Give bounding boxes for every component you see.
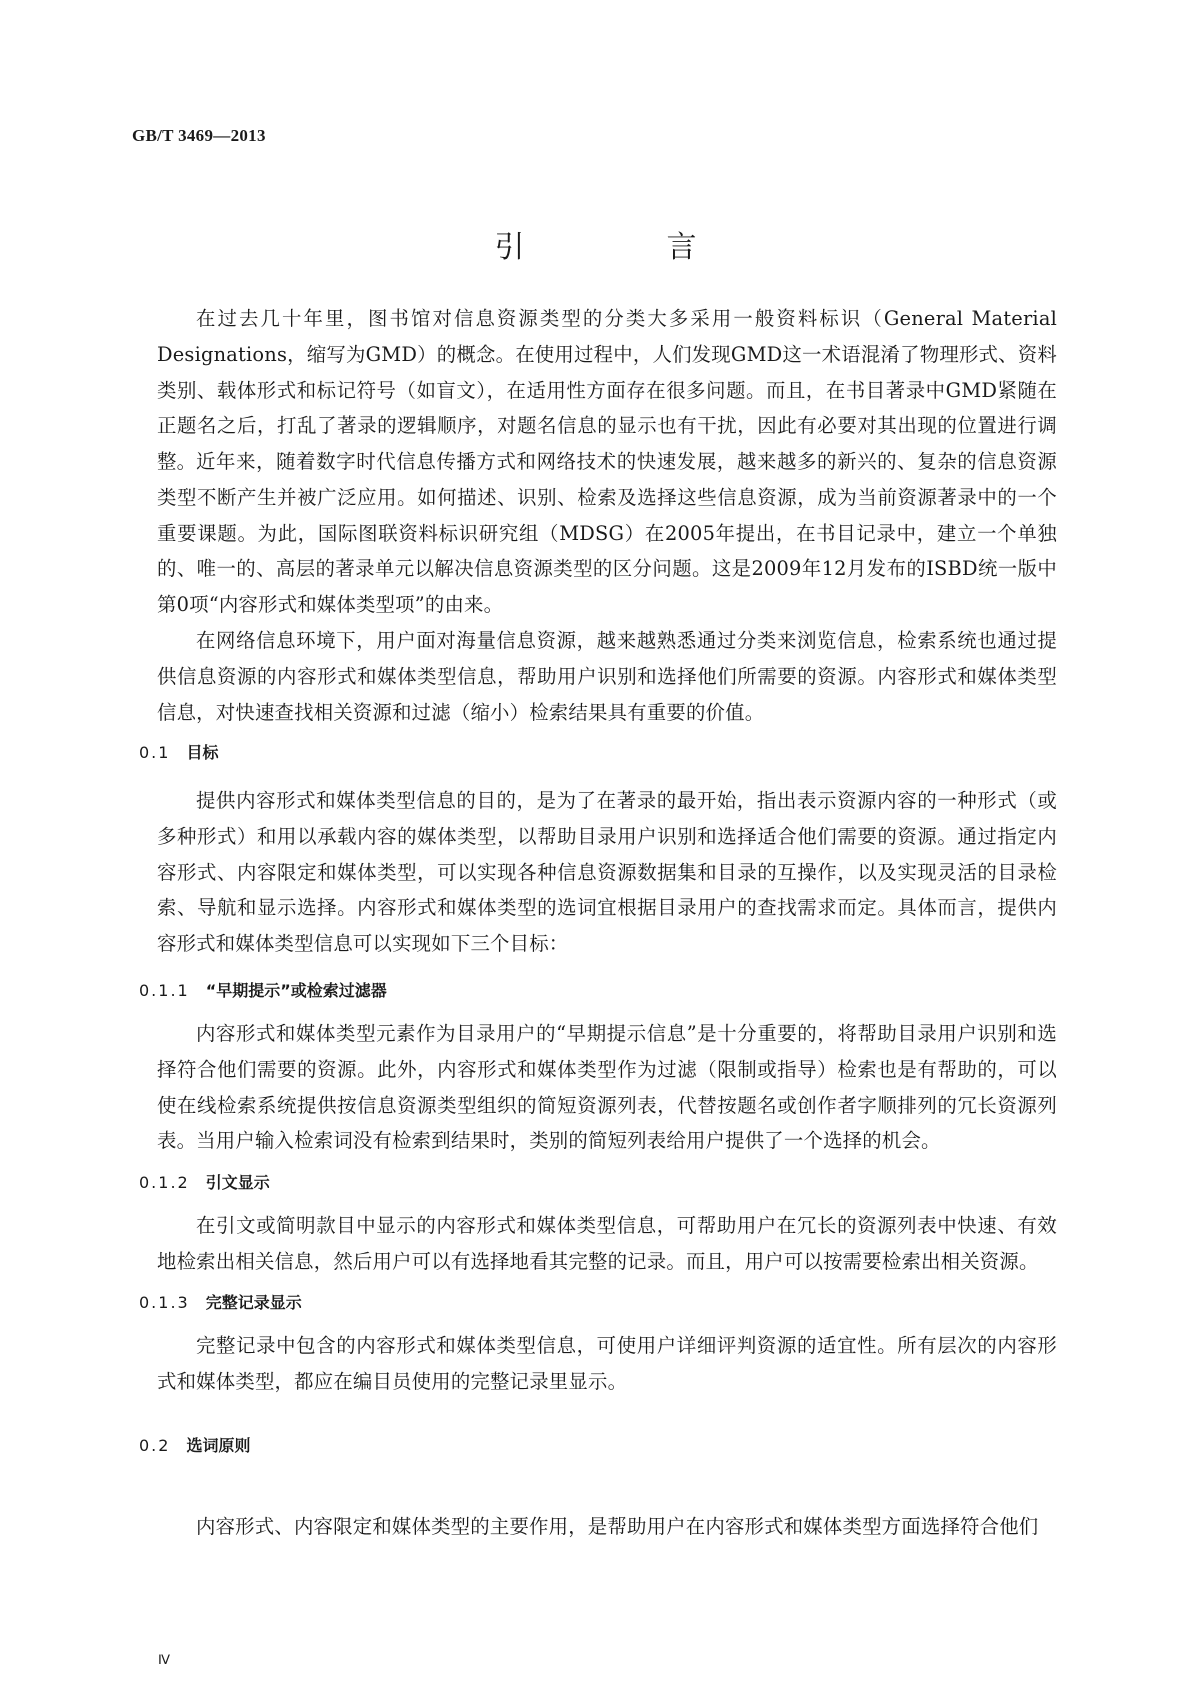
section-title: 引文显示	[205, 1173, 270, 1192]
page-title: 引 言	[494, 230, 753, 265]
standard-code: GB/T 3469—2013	[132, 126, 266, 145]
section-number: 0.1.2	[139, 1173, 190, 1192]
page-number: Ⅳ	[158, 1652, 170, 1667]
section-heading-0-1-2	[139, 1170, 270, 1193]
section-title: 选词原则	[186, 1436, 251, 1455]
section-text-0-1-1: 内容形式和媒体类型元素作为目录用户的“早期提示信息”是十分重要的，将帮助目录用户识别和选择符合他们需要的资源。此外，内容形式和媒体类型作为过滤（限制或指导）检索也是有帮助的，可以使在线检索系统提供按信息资源类型组织的简短资源列表，代替按题名或创作者字顺排列的冗长资源列表。当用户输入检索词没有检索到结果时，类别的简短列表给用户提供了一个选择的机会。	[157, 1022, 1057, 1153]
section-title: 完整记录显示	[205, 1293, 302, 1312]
section-heading-0-1-1	[139, 978, 387, 1001]
intro-paragraph-1: 在过去几十年里，图书馆对信息资源类型的分类大多采用一般资料标识（General Material Designations，缩写为GMD）的概念。在使用过程中，人们发现GMD这一术语混淆了物理形式、资料类别、载体形式和标记符号（如盲文），在适用性方面存在很多问题。而且，在书目著录中GMD紧随在正题名之后，打乱了著录的逻辑顺序，对题名信息的显示也有干扰，因此有必要对其出现的位置进行调整。	[157, 307, 1057, 474]
intro-paragraph-2: 近年来，随着数字时代信息传播方式和网络技术的快速发展，越来越多的新兴的、复杂的信息资源类型不断产生并被广泛应用。如何描述、识别、检索及选择这些信息资源，成为当前资源著录中的一个重要课题。为此，国际图联资料标识研究组（MDSG）在2005年提出，在书目记录中，建立一个单独的、唯一的、高层的著录单元以解决信息资源类型的区分问题。这是2009年12月发布的ISBD统一版中第0项“内容形式和媒体类型项”的由来。	[157, 450, 1057, 617]
section-heading-0-1-3	[139, 1290, 302, 1313]
section-number: 0.1.3	[139, 1293, 190, 1312]
section-number: 0.1.1	[139, 981, 190, 1000]
section-title: 目标	[186, 743, 219, 762]
section-heading-0-2	[139, 1433, 250, 1456]
section-text-0-2: 内容形式、内容限定和媒体类型的主要作用，是帮助用户在内容形式和媒体类型方面选择符合他们	[196, 1515, 1039, 1538]
section-text-0-1: 提供内容形式和媒体类型信息的目的，是为了在著录的最开始，指出表示资源内容的一种形式（或多种形式）和用以承载内容的媒体类型，以帮助目录用户识别和选择适合他们需要的资源。通过指定内容形式、内容限定和媒体类型，可以实现各种信息资源数据集和目录的互操作，以及实现灵活的目录检索、导航和显示选择。内容形式和媒体类型的选词宜根据目录用户的查找需求而定。具体而言，提供内容形式和媒体类型信息可以实现如下三个目标：	[157, 789, 1057, 956]
section-title: “早期提示”或检索过滤器	[205, 981, 387, 1000]
section-number: 0.2	[139, 1436, 171, 1455]
section-text-0-1-3: 完整记录中包含的内容形式和媒体类型信息，可使用户详细评判资源的适宜性。所有层次的内容形式和媒体类型，都应在编目员使用的完整记录里显示。	[157, 1334, 1057, 1393]
section-number: 0.1	[139, 743, 171, 762]
section-text-0-1-2: 在引文或简明款目中显示的内容形式和媒体类型信息，可帮助用户在冗长的资源列表中快速、有效地检索出相关信息，然后用户可以有选择地看其完整的记录。而且，用户可以按需要检索出相关资源。	[157, 1214, 1057, 1273]
section-heading-0-1	[139, 740, 218, 763]
intro-paragraph-3: 在网络信息环境下，用户面对海量信息资源，越来越熟悉通过分类来浏览信息，检索系统也通过提供信息资源的内容形式和媒体类型信息，帮助用户识别和选择他们所需要的资源。内容形式和媒体类型信息，对快速查找相关资源和过滤（缩小）检索结果具有重要的价值。	[157, 629, 1057, 724]
